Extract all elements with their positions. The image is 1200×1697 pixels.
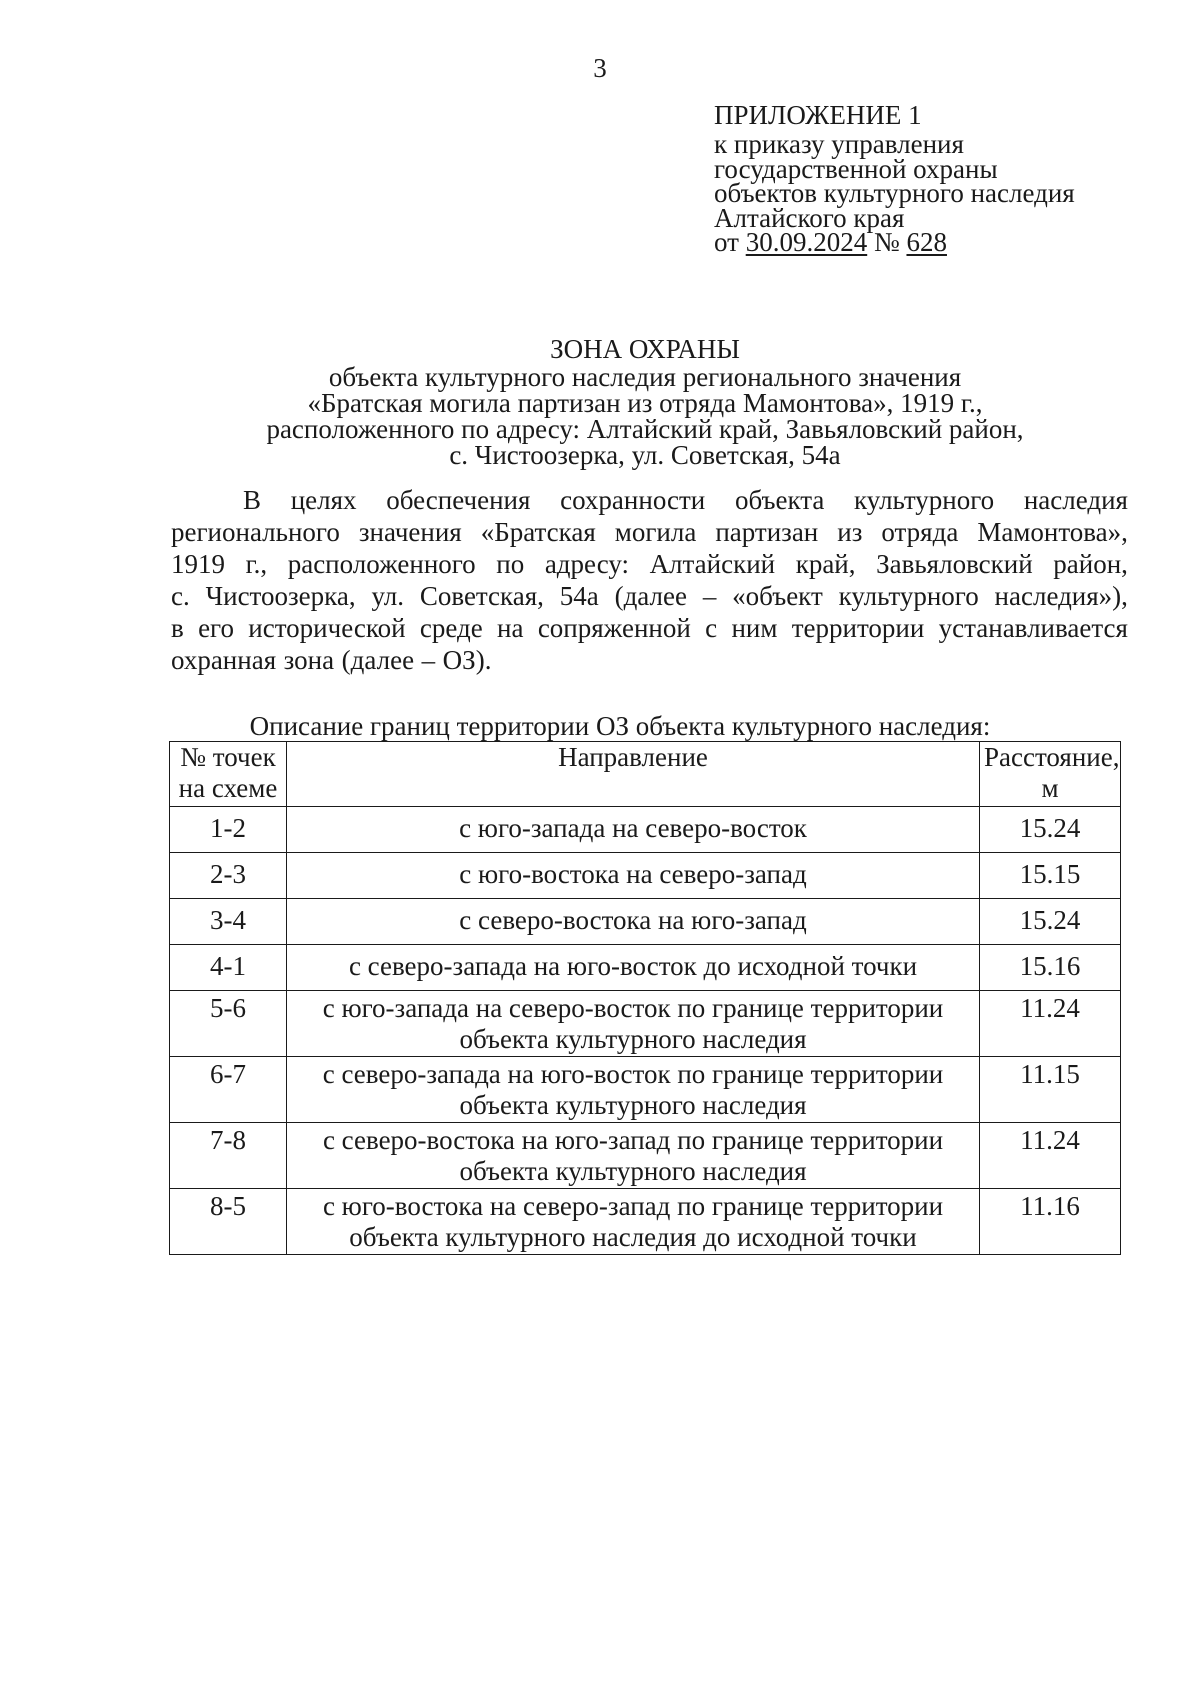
appendix-line: государственной охраны: [714, 153, 998, 184]
paragraph-word: край,: [795, 549, 856, 579]
paragraph-word: территории: [791, 613, 925, 643]
paragraph-word: –: [421, 645, 436, 675]
cell-distance: 11.16: [980, 1189, 1121, 1255]
cell-direction: [287, 1057, 980, 1123]
appendix-line: к приказу управления: [714, 129, 964, 159]
paragraph-word: 1919: [171, 549, 225, 579]
table-caption: Описание границ территории ОЗ объекта культурного наследия:: [249, 711, 991, 741]
table-header-row: [170, 742, 1121, 807]
paragraph-word: район,: [1053, 549, 1128, 579]
appendix-line: объектов культурного наследия: [714, 178, 1075, 208]
paragraph-word: «Братская: [480, 517, 596, 547]
paragraph-word: г.,: [245, 549, 268, 579]
paragraph-word: Чистоозерка,: [205, 581, 356, 611]
number-sign: №: [873, 227, 900, 257]
paragraph-line: [171, 612, 1128, 644]
table-row: [170, 807, 1121, 853]
cell-direction: [287, 1123, 980, 1189]
cell-distance: 11.24: [980, 1123, 1121, 1189]
paragraph-word: (далее: [614, 581, 687, 611]
paragraph-word: отряда: [881, 517, 959, 547]
direction-line1: с юго-запада на северо-восток по границе территории: [322, 993, 944, 1023]
paragraph-word: значения: [358, 517, 462, 547]
title-line: «Братская могила партизан из отряда Мамонтова», 1919 г.,: [307, 388, 983, 418]
paragraph-word: Советская,: [419, 581, 544, 611]
paragraph-word: 54а: [559, 581, 599, 611]
cell-distance: 15.24: [980, 807, 1121, 853]
paragraph-word: регионального: [171, 517, 340, 547]
paragraph-word: культурного: [838, 581, 979, 611]
paragraph-word: В: [243, 485, 262, 515]
document-title: [160, 334, 1130, 468]
page-number: 3: [593, 53, 607, 83]
title-main: ЗОНА ОХРАНЫ: [550, 334, 740, 364]
header-points-line2: на схеме: [178, 773, 278, 803]
cell-points: 2-3: [170, 853, 287, 899]
appendix-header: [714, 100, 1184, 255]
paragraph-word: могила: [614, 517, 697, 547]
header-direction: Направление: [287, 742, 980, 807]
table-row: [170, 853, 1121, 899]
paragraph-line: [171, 516, 1128, 548]
paragraph-word: Завьяловский: [876, 549, 1033, 579]
cell-direction: с северо-востока на юго-запад: [287, 899, 980, 945]
paragraph-word: партизан: [715, 517, 819, 547]
paragraph-word: в: [171, 613, 184, 643]
direction-line2: объекта культурного наследия до исходной точки: [349, 1222, 917, 1252]
title-line: расположенного по адресу: Алтайский край, Завьяловский район,: [266, 414, 1024, 444]
cell-points: 8-5: [170, 1189, 287, 1255]
paragraph-word: устанавливается: [938, 613, 1128, 643]
title-line: с. Чистоозерка, ул. Советская, 54а: [449, 440, 841, 470]
cell-points: 4-1: [170, 945, 287, 991]
table-row: [170, 991, 1121, 1057]
paragraph-line: [171, 580, 1128, 612]
paragraph-word: культурного: [854, 485, 995, 515]
paragraph-word: ОЗ).: [442, 645, 492, 675]
direction-line2: объекта культурного наследия: [459, 1090, 807, 1120]
cell-distance: 11.24: [980, 991, 1121, 1057]
paragraph-word: объекта: [734, 485, 825, 515]
paragraph-word: обеспечения: [386, 485, 531, 515]
paragraph-word: –: [702, 581, 717, 611]
table-row: [170, 1123, 1121, 1189]
paragraph-word: охранная: [171, 645, 277, 675]
order-number: 628: [906, 227, 947, 257]
appendix-date-line: [714, 227, 1184, 257]
date-prefix: от: [714, 227, 739, 257]
paragraph-word: по: [496, 549, 525, 579]
table-row: [170, 1057, 1121, 1123]
appendix-title: ПРИЛОЖЕНИЕ 1: [714, 100, 922, 130]
cell-direction: [287, 991, 980, 1057]
header-distance: [980, 742, 1121, 807]
paragraph-word: ним: [731, 613, 778, 643]
paragraph-line: [171, 644, 1128, 676]
direction-line1: с северо-запада на юго-восток по границе территории: [322, 1059, 944, 1089]
cell-direction: с северо-запада на юго-восток до исходной точки: [287, 945, 980, 991]
direction-line1: с юго-востока на северо-запад по границе территории: [322, 1191, 944, 1221]
paragraph-word: среде: [419, 613, 483, 643]
paragraph-word: сохранности: [560, 485, 706, 515]
title-line: объекта культурного наследия регионального значения: [328, 362, 962, 392]
table-row: [170, 1189, 1121, 1255]
direction-line2: объекта культурного наследия: [459, 1024, 807, 1054]
paragraph-word: «объект: [732, 581, 823, 611]
cell-direction: с юго-востока на северо-запад: [287, 853, 980, 899]
paragraph-word: исторической: [248, 613, 406, 643]
appendix-line: Алтайского края: [714, 202, 905, 233]
header-distance-line1: Расстояние,: [984, 742, 1120, 772]
paragraph-word: расположенного: [287, 549, 476, 579]
cell-points: 6-7: [170, 1057, 287, 1123]
cell-points: 7-8: [170, 1123, 287, 1189]
paragraph-word: с.: [171, 581, 190, 611]
paragraph-word: на: [497, 613, 524, 643]
order-date: 30.09.2024: [745, 227, 868, 257]
paragraph-word: ул.: [371, 581, 404, 611]
cell-distance: 15.16: [980, 945, 1121, 991]
paragraph-word: его: [198, 613, 234, 643]
paragraph-line: [171, 548, 1128, 580]
paragraph-word: наследия»),: [994, 581, 1128, 611]
cell-points: 5-6: [170, 991, 287, 1057]
paragraph-word: целях: [290, 485, 357, 515]
header-points-line1: № точек: [180, 742, 276, 772]
paragraph-word: зона: [283, 645, 335, 675]
paragraph-word: из: [837, 517, 863, 547]
boundary-table: [169, 741, 1121, 1255]
paragraph-word: с: [705, 613, 718, 643]
paragraph-word: сопряженной: [537, 613, 691, 643]
header-points: [170, 742, 287, 807]
direction-line2: объекта культурного наследия: [459, 1156, 807, 1186]
cell-direction: с юго-запада на северо-восток: [287, 807, 980, 853]
cell-points: 1-2: [170, 807, 287, 853]
header-distance-line2: м: [1041, 773, 1059, 803]
paragraph-word: Мамонтова»,: [977, 517, 1128, 547]
cell-points: 3-4: [170, 899, 287, 945]
table-row: [170, 899, 1121, 945]
direction-line1: с северо-востока на юго-запад по границе территории: [322, 1125, 944, 1155]
body-paragraph: [171, 484, 1128, 676]
cell-distance: 11.15: [980, 1057, 1121, 1123]
cell-direction: [287, 1189, 980, 1255]
cell-distance: 15.24: [980, 899, 1121, 945]
paragraph-word: (далее: [341, 645, 415, 675]
cell-distance: 15.15: [980, 853, 1121, 899]
paragraph-word: Алтайский: [649, 549, 776, 579]
paragraph-word: наследия: [1023, 485, 1128, 515]
table-row: [170, 945, 1121, 991]
paragraph-line: [171, 484, 1128, 516]
paragraph-word: адресу:: [544, 549, 629, 579]
